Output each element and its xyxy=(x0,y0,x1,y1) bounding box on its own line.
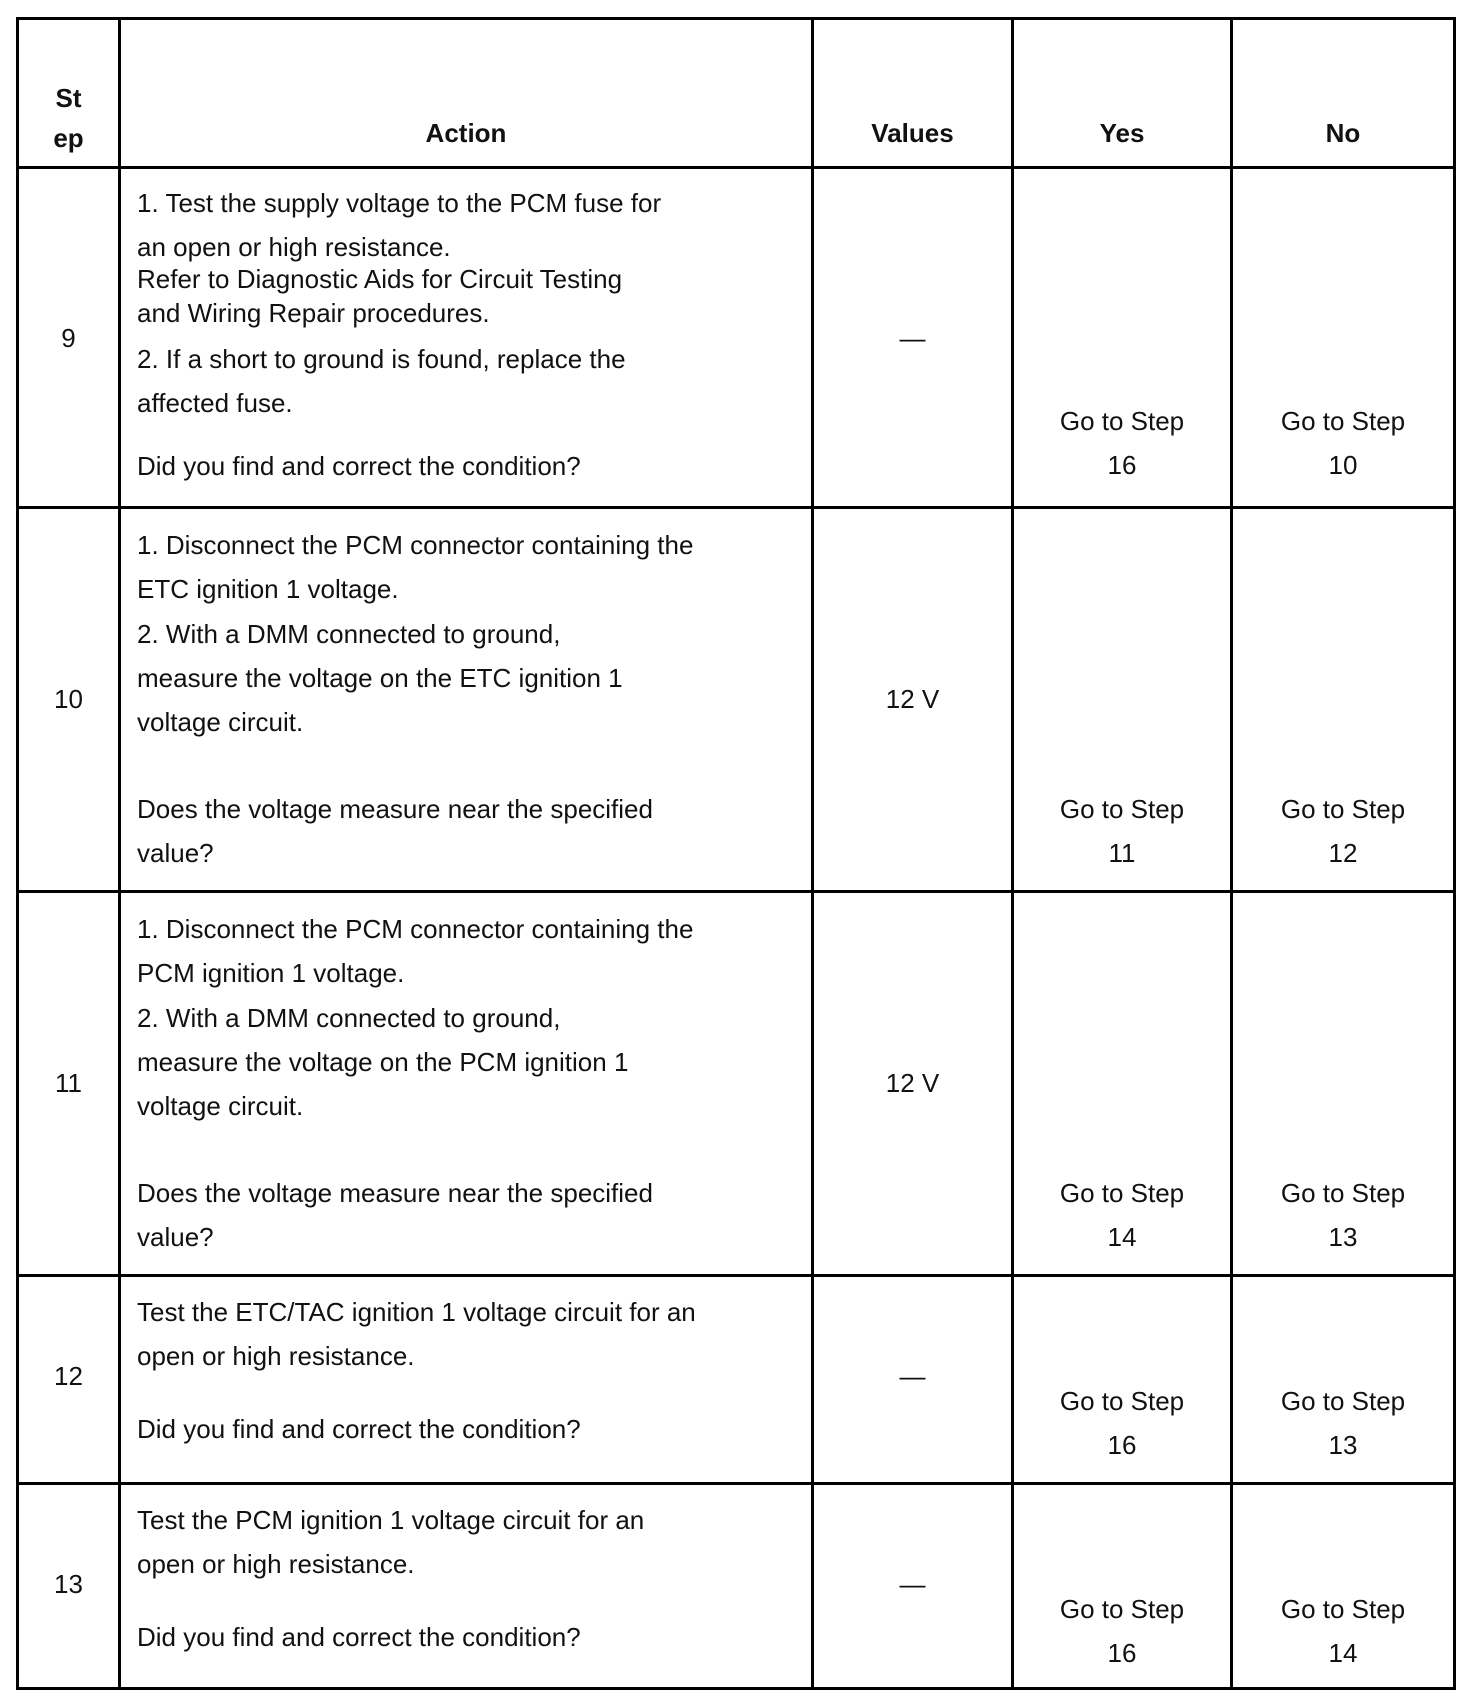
table-row xyxy=(19,169,1453,509)
no-link-label: Go to Step xyxy=(1280,1594,1406,1624)
header-no: No xyxy=(1325,118,1361,148)
step-number: 13 xyxy=(54,1569,83,1599)
action-line: open or high resistance. xyxy=(137,1341,415,1371)
action-question: Does the voltage measure near the specified xyxy=(137,1178,653,1208)
yes-link[interactable] xyxy=(1014,787,1230,875)
yes-link-label: Go to Step xyxy=(1059,1594,1185,1624)
action-line: 2. If a short to ground is found, replace the xyxy=(137,344,626,374)
action-line: Test the ETC/TAC ignition 1 voltage circuit for an xyxy=(137,1297,696,1327)
yes-link-step: 16 xyxy=(1107,1638,1137,1668)
header-row xyxy=(19,20,1453,169)
value-text: — xyxy=(899,323,926,353)
action-line: 2. With a DMM connected to ground, xyxy=(137,619,561,649)
action-question: Did you find and correct the condition? xyxy=(137,1622,581,1652)
action-question: Does the voltage measure near the specified xyxy=(137,794,653,824)
yes-link[interactable] xyxy=(1014,1379,1230,1467)
value-text: — xyxy=(899,1569,926,1599)
no-link-label: Go to Step xyxy=(1280,406,1406,436)
no-link-step: 13 xyxy=(1328,1222,1358,1252)
yes-link-label: Go to Step xyxy=(1059,406,1185,436)
yes-link-step: 16 xyxy=(1107,450,1137,480)
no-link[interactable] xyxy=(1233,787,1453,875)
no-link-step: 14 xyxy=(1328,1638,1358,1668)
action-line: open or high resistance. xyxy=(137,1549,415,1579)
table-row xyxy=(19,893,1453,1277)
table-row xyxy=(19,509,1453,893)
yes-link-label: Go to Step xyxy=(1059,794,1185,824)
no-link-label: Go to Step xyxy=(1280,1386,1406,1416)
yes-link[interactable] xyxy=(1014,1171,1230,1259)
value-text: 12 V xyxy=(885,1068,940,1098)
action-line: voltage circuit. xyxy=(137,707,304,737)
action-question: Did you find and correct the condition? xyxy=(137,451,581,481)
action-line: 2. With a DMM connected to ground, xyxy=(137,1003,561,1033)
yes-link[interactable] xyxy=(1014,399,1230,487)
action-line: affected fuse. xyxy=(137,388,293,418)
yes-link-label: Go to Step xyxy=(1059,1178,1185,1208)
no-link[interactable] xyxy=(1233,1587,1453,1675)
action-line: PCM ignition 1 voltage. xyxy=(137,958,405,988)
action-line: voltage circuit. xyxy=(137,1091,304,1121)
no-link-label: Go to Step xyxy=(1280,1178,1406,1208)
yes-link-step: 16 xyxy=(1107,1430,1137,1460)
step-number: 11 xyxy=(55,1068,82,1098)
action-line: measure the voltage on the PCM ignition 1 xyxy=(137,1047,629,1077)
action-line: value? xyxy=(137,1222,214,1252)
no-link[interactable] xyxy=(1233,399,1453,487)
no-link-label: Go to Step xyxy=(1280,794,1406,824)
header-action: Action xyxy=(425,118,507,148)
yes-link[interactable] xyxy=(1014,1587,1230,1675)
step-number: 10 xyxy=(54,684,83,714)
action-line: ETC ignition 1 voltage. xyxy=(137,574,399,604)
action-line: value? xyxy=(137,838,214,868)
action-question: Did you find and correct the condition? xyxy=(137,1414,581,1444)
yes-link-step: 11 xyxy=(1108,838,1136,868)
action-line: and Wiring Repair procedures. xyxy=(137,298,490,328)
no-link[interactable] xyxy=(1233,1379,1453,1467)
action-line: 1. Disconnect the PCM connector containing the xyxy=(137,914,694,944)
action-line: an open or high resistance. xyxy=(137,232,451,262)
header-step xyxy=(19,78,118,158)
value-text: 12 V xyxy=(885,684,940,714)
table-row xyxy=(19,1485,1453,1690)
no-link[interactable] xyxy=(1233,1171,1453,1259)
yes-link-label: Go to Step xyxy=(1059,1386,1185,1416)
diagnostic-table xyxy=(16,17,1456,1690)
step-number: 9 xyxy=(61,323,76,353)
action-line: 1. Disconnect the PCM connector containing the xyxy=(137,530,694,560)
table-row xyxy=(19,1277,1453,1485)
value-text: — xyxy=(899,1361,926,1391)
no-link-step: 12 xyxy=(1328,838,1358,868)
yes-link-step: 14 xyxy=(1107,1222,1137,1252)
header-values: Values xyxy=(871,118,954,148)
action-line: 1. Test the supply voltage to the PCM fuse for xyxy=(137,188,662,218)
step-number: 12 xyxy=(54,1361,83,1391)
action-line: Refer to Diagnostic Aids for Circuit Testing xyxy=(137,264,623,294)
no-link-step: 13 xyxy=(1328,1430,1358,1460)
action-line: measure the voltage on the ETC ignition 1 xyxy=(137,663,623,693)
no-link-step: 10 xyxy=(1328,450,1358,480)
header-step-line: St xyxy=(55,83,82,113)
header-step-line: ep xyxy=(53,123,84,153)
action-line: Test the PCM ignition 1 voltage circuit for an xyxy=(137,1505,645,1535)
header-yes: Yes xyxy=(1099,118,1145,148)
